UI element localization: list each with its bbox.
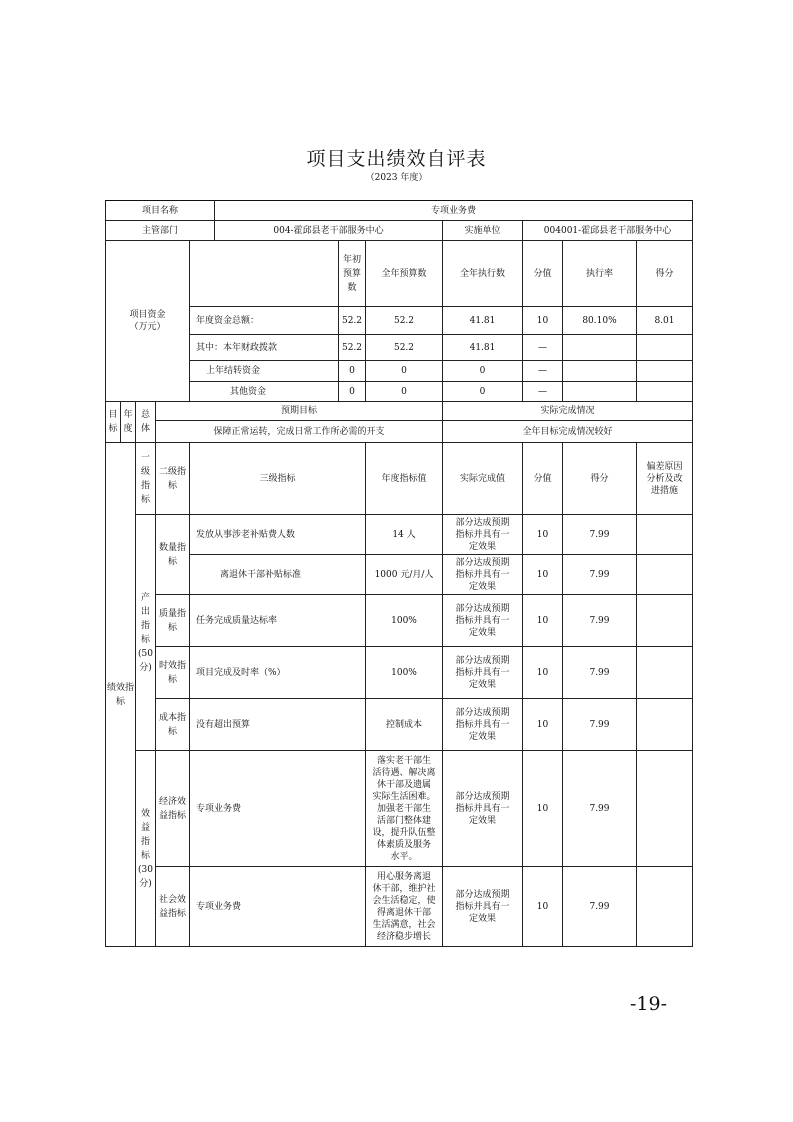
indicator-score-value: 10 xyxy=(523,867,563,947)
indicator-name: 没有超出预算 xyxy=(190,699,366,751)
indicator-actual-value: 部分达成预期 指标并具有一 定效果 xyxy=(443,515,523,555)
indicator-annual-value: 100% xyxy=(366,595,443,647)
indicator-score: 7.99 xyxy=(563,867,637,947)
indicator-score-value: 10 xyxy=(523,647,563,699)
indicator-actual-value: 部分达成预期 指标并具有一 定效果 xyxy=(443,867,523,947)
indicator-deviation xyxy=(637,555,693,595)
fund-row-score-value: — xyxy=(523,361,563,382)
header-score: 得分 xyxy=(563,443,637,515)
indicator-score-value: 10 xyxy=(523,751,563,867)
indicators-section-label: 绩效指标 xyxy=(106,443,136,947)
fund-row-full-year: 0 xyxy=(366,382,443,402)
page-number: -19- xyxy=(630,993,668,1015)
fund-row-score: 8.01 xyxy=(637,307,693,335)
indicator-score: 7.99 xyxy=(563,647,637,699)
indicator-annual-value: 落实老干部生 活待遇、解决离 休干部及遗属 实际生活困难。 加强老干部生 活部门整体建 设，提升队伍整 体素质及服务 水平。 xyxy=(366,751,443,867)
fund-row-executed: 0 xyxy=(443,382,523,402)
project-name-value: 专项业务费 xyxy=(215,201,693,221)
header-full-year-budget: 全年预算数 xyxy=(366,241,443,307)
indicator-actual-value: 部分达成预期 指标并具有一 定效果 xyxy=(443,699,523,751)
page-subtitle: （2023 年度） xyxy=(365,173,428,183)
fund-row-label: 其他资金 xyxy=(190,382,339,402)
indicator-actual-value: 部分达成预期 指标并具有一 定效果 xyxy=(443,555,523,595)
header-initial-budget: 年初预算数 xyxy=(339,241,366,307)
fund-row-score xyxy=(637,335,693,361)
indicator-annual-value: 控制成本 xyxy=(366,699,443,751)
dept-label: 主管部门 xyxy=(106,221,215,241)
dept-value: 004-霍邱县老干部服务中心 xyxy=(215,221,443,241)
fund-row-full-year: 52.2 xyxy=(366,307,443,335)
fund-row-exec-rate xyxy=(563,361,637,382)
header-level3: 三级指标 xyxy=(190,443,366,515)
indicator-name: 发放从事涉老补贴费人数 xyxy=(190,515,366,555)
indicator-deviation xyxy=(637,595,693,647)
indicator-score-value: 10 xyxy=(523,699,563,751)
indicator-score: 7.99 xyxy=(563,595,637,647)
fund-row-exec-rate xyxy=(563,335,637,361)
indicator-score: 7.99 xyxy=(563,515,637,555)
indicator-deviation xyxy=(637,699,693,751)
fund-row-initial: 52.2 xyxy=(339,335,366,361)
indicator-deviation xyxy=(637,647,693,699)
expected-goal-header: 预期目标 xyxy=(156,402,443,421)
fund-row-initial: 52.2 xyxy=(339,307,366,335)
indicator-score: 7.99 xyxy=(563,699,637,751)
goal-overall-label: 总体 xyxy=(136,402,156,443)
indicator-score-value: 10 xyxy=(523,595,563,647)
funds-header-blank xyxy=(190,241,339,307)
indicator-actual-value: 部分达成预期 指标并具有一 定效果 xyxy=(443,647,523,699)
fund-row-initial: 0 xyxy=(339,382,366,402)
indicator-deviation xyxy=(637,515,693,555)
indicator-name: 任务完成质量达标率 xyxy=(190,595,366,647)
header-score: 得分 xyxy=(637,241,693,307)
output-indicator-label: 产出指标 (50 分) xyxy=(136,515,156,751)
fund-row-initial: 0 xyxy=(339,361,366,382)
quantity-indicator-label: 数量指标 xyxy=(156,515,190,595)
fund-row-score-value: 10 xyxy=(523,307,563,335)
header-deviation: 偏差原因 分析及改 进措施 xyxy=(637,443,693,515)
indicator-name: 项目完成及时率（%） xyxy=(190,647,366,699)
indicator-name: 专项业务费 xyxy=(190,751,366,867)
header-score-value: 分值 xyxy=(523,443,563,515)
indicator-score: 7.99 xyxy=(563,555,637,595)
header-exec-rate: 执行率 xyxy=(563,241,637,307)
indicator-deviation xyxy=(637,867,693,947)
indicator-actual-value: 部分达成预期 指标并具有一 定效果 xyxy=(443,595,523,647)
indicator-actual-value: 部分达成预期 指标并具有一 定效果 xyxy=(443,751,523,867)
benefit-indicator-label: 效益指标 (30 分) xyxy=(136,751,156,947)
indicator-score: 7.99 xyxy=(563,751,637,867)
header-level2: 二级指标 xyxy=(156,443,190,515)
fund-row-label: 其中：本年财政拨款 xyxy=(190,335,339,361)
goal-target-label: 目标 xyxy=(106,402,121,443)
header-annual-value: 年度指标值 xyxy=(366,443,443,515)
fund-row-executed: 0 xyxy=(443,361,523,382)
cost-indicator-label: 成本指标 xyxy=(156,699,190,751)
indicator-annual-value: 100% xyxy=(366,647,443,699)
indicator-score-value: 10 xyxy=(523,555,563,595)
indicator-annual-value: 14 人 xyxy=(366,515,443,555)
impl-unit-value: 004001-霍邱县老干部服务中心 xyxy=(523,221,693,241)
fund-row-executed: 41.81 xyxy=(443,307,523,335)
fund-row-executed: 41.81 xyxy=(443,335,523,361)
fund-row-score-value: — xyxy=(523,335,563,361)
actual-completion-header: 实际完成情况 xyxy=(443,402,693,421)
fund-row-label: 上年结转资金 xyxy=(190,361,339,382)
quality-indicator-label: 质量指标 xyxy=(156,595,190,647)
social-benefit-label: 社会效益指标 xyxy=(156,867,190,947)
indicator-score-value: 10 xyxy=(523,515,563,555)
fund-row-exec-rate: 80.10% xyxy=(563,307,637,335)
fund-row-score-value: — xyxy=(523,382,563,402)
header-executed: 全年执行数 xyxy=(443,241,523,307)
indicator-name: 离退休干部补贴标准 xyxy=(190,555,366,595)
impl-unit-label: 实施单位 xyxy=(443,221,523,241)
page-title: 项目支出绩效自评表 xyxy=(306,148,487,170)
fund-row-full-year: 52.2 xyxy=(366,335,443,361)
indicator-name: 专项业务费 xyxy=(190,867,366,947)
fund-row-score xyxy=(637,382,693,402)
expected-goal-text: 保障正常运转，完成日常工作所必需的开支 xyxy=(156,421,443,443)
goal-annual-label: 年度 xyxy=(121,402,136,443)
indicator-annual-value: 用心服务离退 休干部，维护社 会生活稳定，使 得离退休干部 生活满意，社会 经济稳步增长 xyxy=(366,867,443,947)
fund-row-score xyxy=(637,361,693,382)
fund-row-exec-rate xyxy=(563,382,637,402)
indicator-deviation xyxy=(637,751,693,867)
header-level1: 一级指标 xyxy=(136,443,156,515)
header-actual-value: 实际完成值 xyxy=(443,443,523,515)
project-name-label: 项目名称 xyxy=(106,201,215,221)
fund-row-full-year: 0 xyxy=(366,361,443,382)
self-evaluation-table xyxy=(105,200,693,947)
header-score-value: 分值 xyxy=(523,241,563,307)
economic-benefit-label: 经济效益指标 xyxy=(156,751,190,867)
fund-row-label: 年度资金总额： xyxy=(190,307,339,335)
actual-completion-text: 全年目标完成情况较好 xyxy=(443,421,693,443)
indicator-annual-value: 1000 元/月/人 xyxy=(366,555,443,595)
funds-label: 项目资金 （万元） xyxy=(106,241,190,402)
timeliness-indicator-label: 时效指标 xyxy=(156,647,190,699)
